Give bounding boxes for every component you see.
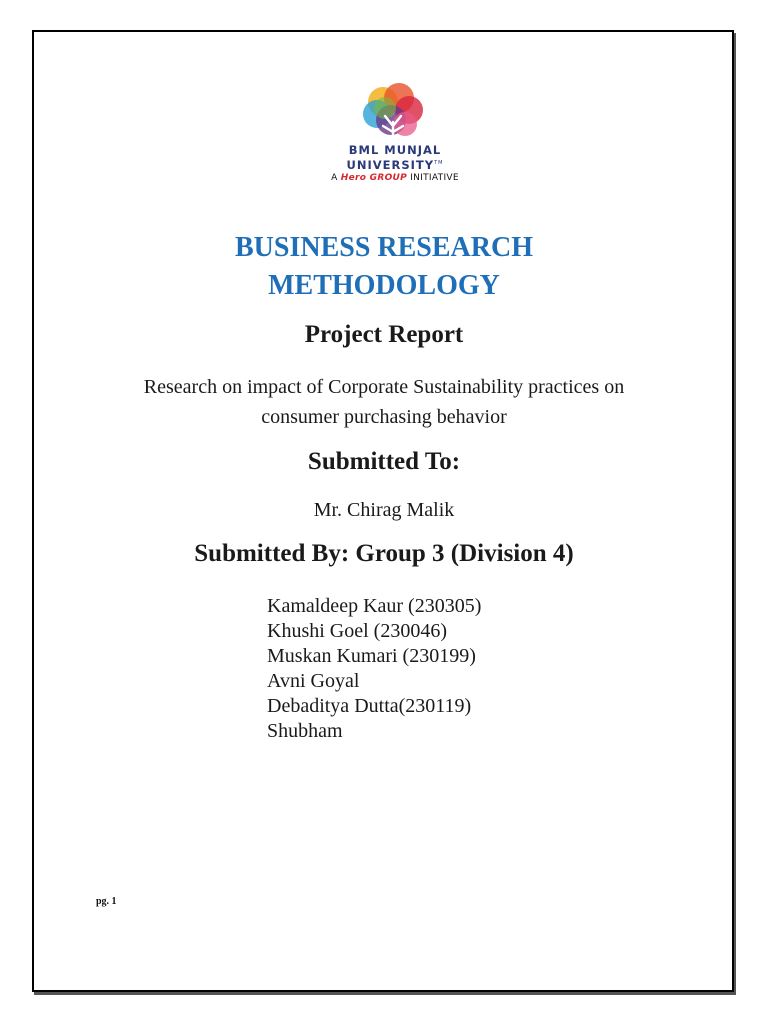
report-type-heading: Project Report xyxy=(304,321,464,348)
logo-tagline-brand: Hero GROUP xyxy=(340,172,408,183)
title-line1: BUSINESS RESEARCH xyxy=(235,232,533,263)
logo-tagline xyxy=(320,172,470,184)
member-item: Shubham xyxy=(267,720,343,742)
member-item: Avni Goyal xyxy=(267,670,360,692)
page-number: pg. 1 xyxy=(96,896,117,907)
group-members-list xyxy=(267,594,481,744)
university-logo xyxy=(320,82,470,222)
submitted-to-name: Mr. Chirag Malik xyxy=(313,499,455,521)
logo-name-line1: BML MUNJAL xyxy=(348,143,442,157)
tree-logo-icon xyxy=(355,82,435,144)
logo-tagline-pre: A xyxy=(331,172,341,183)
logo-tagline-post: INITIATIVE xyxy=(407,172,459,183)
logo-tm: TM xyxy=(434,160,444,166)
document-title xyxy=(0,229,768,305)
member-item: Khushi Goel (230046) xyxy=(267,620,447,642)
member-item: Muskan Kumari (230199) xyxy=(267,645,476,667)
logo-name-line2: UNIVERSITY xyxy=(346,157,435,172)
topic-line2: consumer purchasing behavior xyxy=(261,406,507,428)
member-item: Kamaldeep Kaur (230305) xyxy=(267,595,482,617)
title-line2: METHODOLOGY xyxy=(268,270,500,301)
member-item: Debaditya Dutta(230119) xyxy=(267,695,472,717)
research-topic xyxy=(0,372,768,432)
topic-line1: Research on impact of Corporate Sustainability practices on xyxy=(143,376,625,398)
submitted-to-heading: Submitted To: xyxy=(307,448,461,475)
submitted-by-heading: Submitted By: Group 3 (Division 4) xyxy=(194,540,574,567)
